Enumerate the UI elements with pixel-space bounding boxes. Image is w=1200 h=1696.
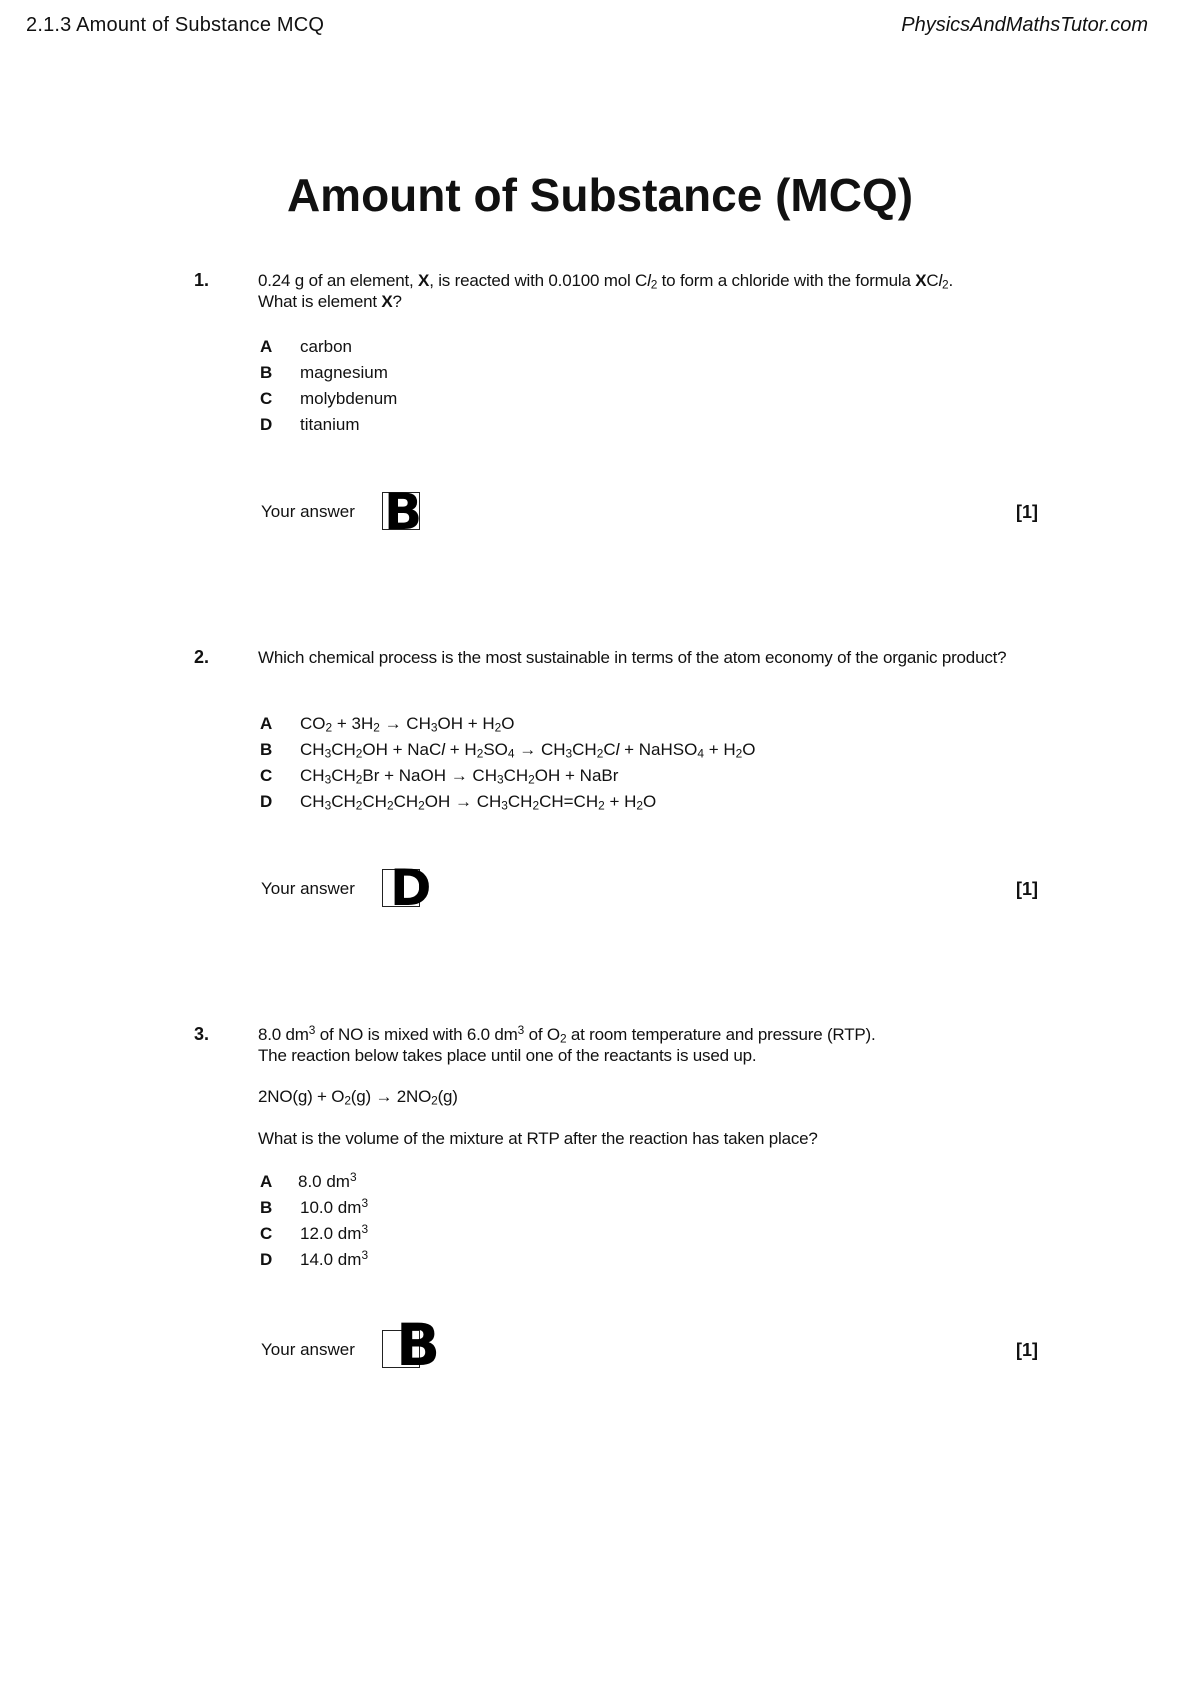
handwritten-answer: B [384, 483, 423, 541]
handwritten-answer: B [396, 1311, 441, 1379]
question-number: 3. [194, 1024, 210, 1044]
marks: [1] [1016, 879, 1038, 899]
options-list [260, 334, 397, 438]
option-b[interactable]: B $CH_3CH_2OH$ + NaCl + $H_2SO_4 \to CH_3CH_2Cl$ + NaHSO$_4$ + $H_2O$ [260, 740, 756, 761]
question-text: 0.24 g of an element, X, is reacted with 0.0100 mol $Cl_2$ to form a chloride with the formula XCl$_2$. What is element X? [258, 271, 953, 311]
options-list [260, 1169, 368, 1273]
option-c[interactable]: C $CH_3CH_2Br$ + NaOH → $CH_3CH_2OH$ + NaBr [260, 766, 619, 787]
page-title: Amount of Substance (MCQ) [286, 169, 914, 221]
option-a[interactable]: A $CO_2 + 3H_2 \to CH_3OH + H_2O$ [260, 714, 515, 735]
option-d[interactable]: D 14.0 $dm^3$ [260, 1248, 369, 1269]
answer-label: Your answer [261, 879, 355, 898]
reaction-equation: $2NO(g) + O_2(g) \to 2NO_2(g)$ [258, 1087, 458, 1108]
header-site-name: PhysicsAndMathsTutor.com [901, 14, 1148, 36]
option-d[interactable]: D $CH_3CH_2CH_2CH_2OH \to CH_3CH_2CH=CH_2 + H_2O$ [260, 792, 657, 813]
header-left-text: 2.1.3 Amount of Substance MCQ [26, 14, 325, 36]
options-list [260, 711, 755, 815]
marks: [1] [1016, 502, 1038, 522]
question-text: Which chemical process is the most sustainable in terms of the atom economy of the organic product? [258, 648, 1007, 667]
handwritten-answer: D [390, 859, 432, 917]
answer-row-2 [0, 861, 1200, 921]
answer-row-3 [0, 1311, 1200, 1382]
option-a[interactable]: A 8.0 $dm^3$ [260, 1170, 357, 1191]
option-c[interactable]: C molybdenum [260, 389, 398, 408]
question-subtext: What is the volume of the mixture at RTP after the reaction has taken place? [258, 1129, 818, 1148]
option-a[interactable]: A carbon [260, 337, 352, 356]
answer-row-1 [0, 484, 1200, 544]
option-c[interactable]: C 12.0 $dm^3$ [260, 1222, 369, 1243]
question-number: 1. [194, 270, 210, 290]
option-b[interactable]: B 10.0 $dm^3$ [260, 1196, 369, 1217]
question-number: 2. [194, 647, 210, 667]
answer-label: Your answer [261, 1340, 355, 1359]
marks: [1] [1016, 1340, 1038, 1360]
question-text: 8.0 $dm^3$ of NO is mixed with 6.0 $dm^3$ of $O_2$ at room temperature and pressure (RTP). The reaction below takes place until one of the reactants is used up. [258, 1023, 876, 1065]
option-b[interactable]: B magnesium [260, 363, 388, 382]
answer-label: Your answer [261, 502, 355, 521]
option-d[interactable]: D titanium [260, 415, 360, 434]
